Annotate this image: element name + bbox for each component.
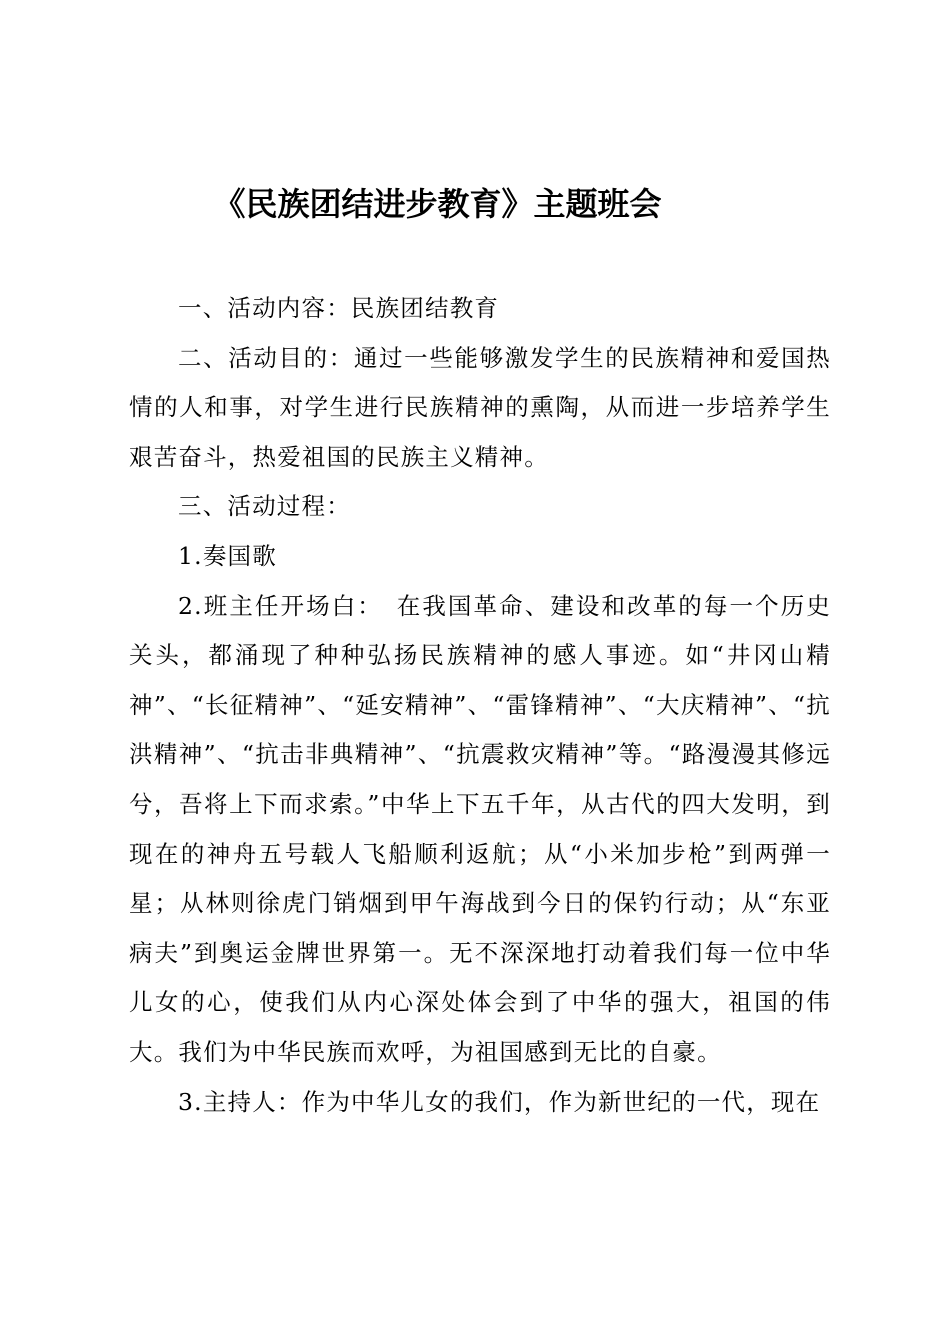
section-heading-purpose: 二、活动目的： xyxy=(178,343,354,372)
document-body xyxy=(129,284,831,1127)
process-item-2: 2.班主任开场白： 在我国革命、建设和改革的每一个历史关头，都涌现了种种弘扬民族精神的感人事迹。如“井冈山精神”、“长征精神”、“延安精神”、“雷锋精神”、“大庆精神”、“抗洪精神”、“抗击非典精神”、“抗震救灾精神”等。“路漫漫其修远兮，吾将上下而求索。”中华上下五千年，从古代的四大发明，到现在的神舟五号载人飞船顺利返航；从“小米加步枪”到两弹一星；从林则徐虎门销烟到甲午海战到今日的保钓行动；从“东亚病夫”到奥运金牌世界第一。无不深深地打动着我们每一位中华儿女的心，使我们从内心深处体会到了中华的强大，祖国的伟大。我们为中华民族而欢呼，为祖国感到无比的自豪。 xyxy=(129,591,831,1066)
section-process xyxy=(129,482,831,532)
section-content-text: 民族团结教育 xyxy=(350,294,500,322)
process-item-1: 1.奏国歌 xyxy=(178,541,277,570)
document-title: 《民族团结进步教育》主题班会 xyxy=(213,185,662,223)
section-heading-process: 三、活动过程： xyxy=(178,492,351,521)
section-purpose xyxy=(129,334,831,483)
process-item-3: 3.主持人：作为中华儿女的我们，作为新世纪的一代，现在 xyxy=(178,1087,821,1116)
section-content xyxy=(129,284,831,334)
section-purpose-text: 通过一些能够激发学生的民族精神和爱国热情的人和事，对学生进行民族精神的熏陶，从而进一步培养学生艰苦奋斗，热爱祖国的民族主义精神。 xyxy=(129,343,831,471)
section-heading-content: 一、活动内容： xyxy=(178,294,351,322)
